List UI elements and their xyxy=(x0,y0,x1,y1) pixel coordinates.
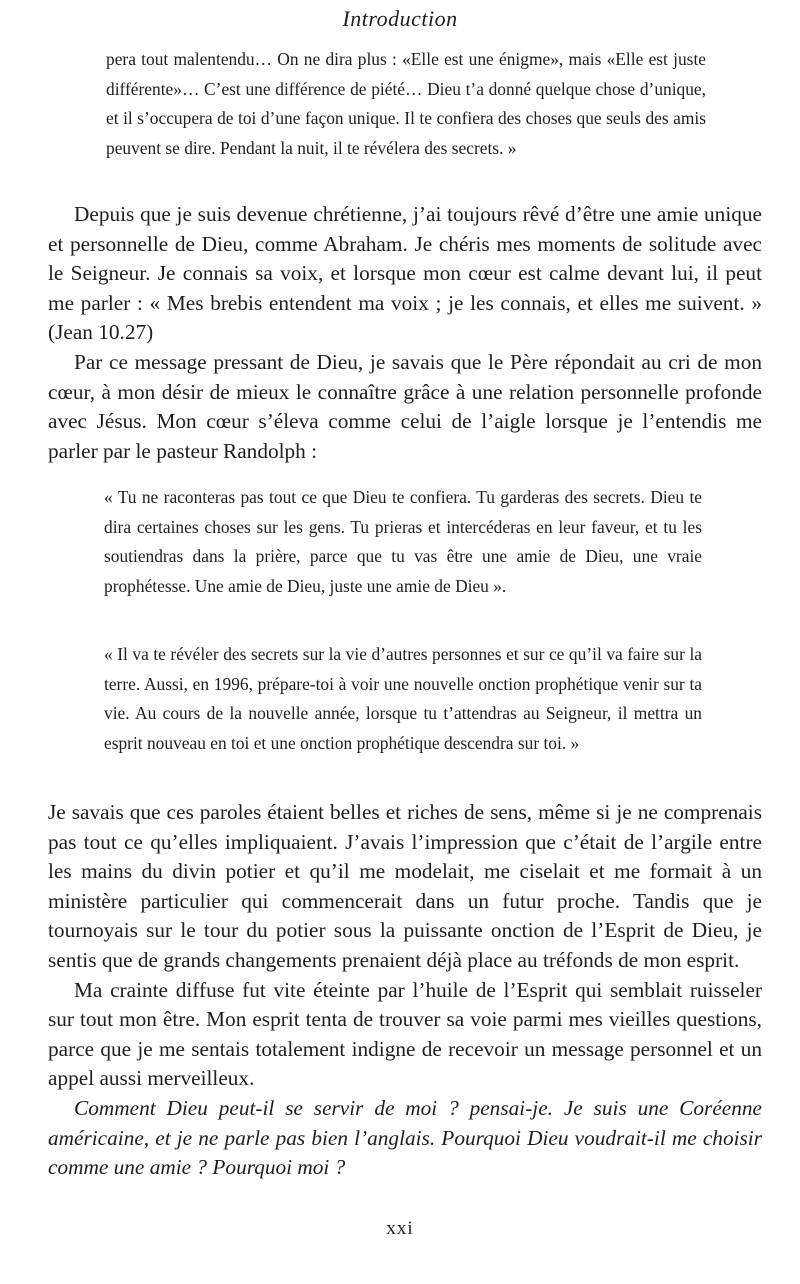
body-section-2 xyxy=(48,798,762,1183)
quote-paragraph: pera tout malentendu… On ne dira plus : «Elle est une énigme», mais «Elle est juste différente»… C’est une différence de piété… Dieu t’a donné quelque chose d’unique, et il s’occupera de toi d’une façon unique. Il te confiera des choses que seuls des amis peuvent se dire. Pendant la nuit, il te révélera des secrets. » xyxy=(106,49,706,158)
quote-paragraph: « Il va te révéler des secrets sur la vie d’autres personnes et sur ce qu’il va faire sur la terre. Aussi, en 1996, prépare-toi à voir une nouvelle onction prophétique venir sur ta vie. Au cours de la nouvelle année, lorsque tu t’attendras au Seigneur, il mettra un esprit nouveau en toi et une onction prophétique descendra sur toi. » xyxy=(104,644,702,753)
quote-paragraph: « Tu ne raconteras pas tout ce que Dieu te confiera. Tu garderas des secrets. Dieu te dira certaines choses sur les gens. Tu prieras et intercéderas en leur faveur, et tu les soutiendras dans la prière, parce que tu vas être une amie de Dieu, une vraie prophétesse. Une amie de Dieu, juste une amie de Dieu ». xyxy=(104,487,702,596)
body-section-1 xyxy=(48,200,762,466)
body-paragraph: Depuis que je suis devenue chrétienne, j’ai toujours rêvé d’être une amie unique et personnelle de Dieu, comme Abraham. Je chéris mes moments de solitude avec le Seigneur. Je connais sa voix, et lorsque mon cœur est calme devant lui, il peut me parler : « Mes brebis entendent ma voix ; je les connais, et elles me suivent. » (Jean 10.27) xyxy=(48,202,762,345)
quote-continuation xyxy=(106,45,706,163)
page-number: xxi xyxy=(386,1218,414,1239)
prophetic-quote-1 xyxy=(104,483,702,601)
body-paragraph: Par ce message pressant de Dieu, je savais que le Père répondait au cri de mon cœur, à mon désir de mieux le connaître grâce à une relation personnelle profonde avec Jésus. Mon cœur s’éleva comme celui de l’aigle lorsque je l’entendis me parler par le pasteur Randolph : xyxy=(48,349,762,463)
prophetic-quote-2 xyxy=(104,640,702,758)
italic-paragraph: Comment Dieu peut-il se servir de moi ? pensai-je. Je suis une Coréenne américaine, et je ne parle pas bien l’anglais. Pourquoi Dieu voudrait-il me choisir comme une amie ? Pourquoi moi ? xyxy=(48,1095,762,1180)
body-paragraph: Ma crainte diffuse fut vite éteinte par l’huile de l’Esprit qui semblait ruisseler sur tout mon être. Mon esprit tenta de trouver sa voie parmi mes vieilles questions, parce que je me sentais totalement indigne de recevoir un message personnel et un appel aussi merveilleux. xyxy=(48,977,762,1091)
body-paragraph: Je savais que ces paroles étaient belles et riches de sens, même si je ne comprenais pas tout ce qu’elles impliquaient. J’avais l’impression que c’était de l’argile entre les mains du divin potier et qu’il me modelait, me ciselait et me formait à un ministère particulier qui commencerait dans un futur proche. Tandis que je tournoyais sur le tour du potier sous la puissante onction de l’Esprit de Dieu, je sentis que de grands changements prenaient déjà place au tréfonds de mon esprit. xyxy=(48,800,762,972)
running-head-title: Introduction xyxy=(342,6,458,31)
